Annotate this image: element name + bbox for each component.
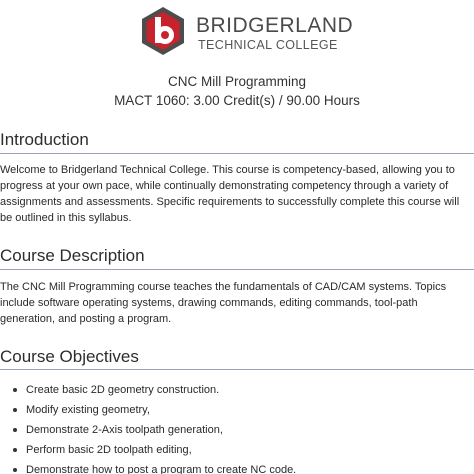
objective-item [0,380,474,400]
objective-item [0,440,474,460]
introduction-heading: Introduction [0,130,89,149]
section-divider [0,269,474,270]
course-description-heading: Course Description [0,246,145,265]
bullet-icon [13,428,17,432]
college-logo [138,6,354,56]
course-objectives-heading: Course Objectives [0,347,139,366]
objective-text: Perform basic 2D toolpath editing, [26,444,192,456]
logo-name: BRIDGERLAND [196,14,354,37]
objective-text: Demonstrate how to post a program to create NC code. [26,464,297,474]
course-description-text: The CNC Mill Programming course teaches the fundamentals of CAD/CAM systems. Topics include software operating systems, drawing commands, editing commands, tool-path generation, and posting a program. [0,281,447,325]
section-divider [0,153,474,154]
bullet-icon [13,448,17,452]
bullet-icon [13,468,17,472]
objective-item [0,400,474,420]
course-title: CNC Mill Programming [167,74,307,89]
objective-text: Demonstrate 2-Axis toolpath generation, [26,424,223,436]
introduction-text: Welcome to Bridgerland Technical College. This course is competency-based, allowing you to progress at your own pace, while continually demonstrating competency through a variety of assignments and assessments. Specific requirements to successfully complete this course will be outlined in this syllabus. [0,164,460,224]
course-code-credits: MACT 1060: 3.00 Credit(s) / 90.00 Hours [114,93,360,108]
course-objectives-list [0,380,474,474]
bullet-icon [13,408,17,412]
objective-item [0,460,474,474]
bullet-icon [13,388,17,392]
section-divider [0,369,474,370]
objective-text: Modify existing geometry, [26,404,150,416]
objective-text: Create basic 2D geometry construction. [26,384,220,396]
objective-item [0,420,474,440]
bridgerland-logo-icon [138,6,188,56]
logo-subtitle: TECHNICAL COLLEGE [198,38,338,52]
